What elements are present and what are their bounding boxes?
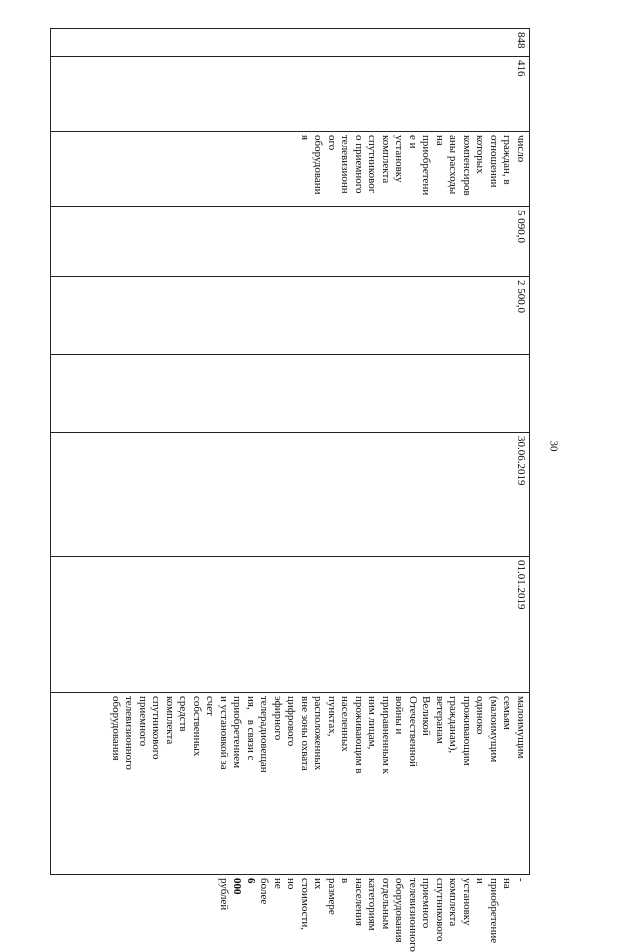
recipients-line: приравненным к <box>380 696 392 774</box>
max-amount: 6 000 <box>231 878 257 895</box>
start-date-cell: 01.01.2019 <box>51 557 530 693</box>
indicator-line: е и <box>407 135 419 149</box>
indicator-line: отношении <box>488 135 500 188</box>
indicator-line: аны расходы <box>447 135 460 195</box>
table-row: 848 416 число граждан, в отношении которых компенсиров аны расходы на приобретени е и установку комплекта спутниковог о приемного телевизионн ого оборудовани я 5 090,0 2 500,0 30.06.2019 01.01.2019 малоимущим семьям (малоимущим одиноко проживающим гражданам), ветеранам Великой Отечественной войны и приравненным к ним лицам, проживающим в населенных пунктах, расположенных вне зоны охвата цифрового эфирного телерадиовещан ия,в связи с приобретением и установкой за счет собственных средств комплекта спутникового приемного телевизионного оборудования - на приобретение и установку комплекта спутникового приемного телевизионного оборудования отдельным категориям населения в размере их стоимости, но не более 6 000 рублей <box>51 29 530 875</box>
recipients-line: гражданам), <box>447 696 460 754</box>
recipients-line: собственных <box>191 696 203 757</box>
indicator-line: комплекта <box>380 135 392 184</box>
indicator-line: установку <box>393 135 406 183</box>
indicator-line: компенсиров <box>461 135 473 196</box>
recipients-cell <box>51 693 530 875</box>
recipients-line: телевизионного <box>123 696 136 770</box>
recipients-line: ним лицам, <box>366 696 379 750</box>
indicator-line: которых <box>474 135 487 174</box>
empty-cell <box>51 355 530 433</box>
end-date-cell: 30.06.2019 <box>51 433 530 557</box>
recipients-line: ветеранам <box>434 696 446 744</box>
recipients-line: семьям <box>501 696 514 730</box>
recipients-line: ия,в связи с <box>245 696 257 761</box>
indicator-line: граждан, в <box>501 135 514 185</box>
recipients-line: Великой <box>420 696 433 736</box>
recipients-line: проживающим в <box>353 696 365 774</box>
recipients-line: цифрового <box>285 696 298 747</box>
page-number: 30 <box>547 440 560 452</box>
recipients-line: малоимущим <box>515 696 527 759</box>
funding-2-cell: 5 090,0 <box>51 207 530 277</box>
recipients-line: эфирного <box>272 696 284 741</box>
value-1-cell: 416 <box>51 57 530 132</box>
indicator-line: число <box>515 135 527 163</box>
recipients-line: телерадиовещан <box>258 696 271 773</box>
recipients-line: средств <box>177 696 190 732</box>
funding-1-cell: 2 500,0 <box>51 277 530 355</box>
recipients-line: проживающим <box>461 696 473 766</box>
indicator-line: спутниковог <box>366 135 379 194</box>
indicator-line: ого <box>326 135 338 151</box>
recipients-line: и установкой за <box>218 696 230 770</box>
recipients-line: одиноко <box>474 696 487 735</box>
indicator-line: я <box>299 135 311 141</box>
recipients-line: пунктах, <box>326 696 338 737</box>
indicator-line: о приемного <box>353 135 365 194</box>
recipients-line: населенных <box>339 696 352 752</box>
recipients-line: войны и <box>393 696 406 735</box>
recipients-line: вне зоны охвата <box>299 696 311 771</box>
recipients-line: Отечественной <box>407 696 419 767</box>
recipients-line: (малоимущим <box>488 696 500 763</box>
indicator-line: оборудовани <box>312 135 325 195</box>
recipients-line: комплекта <box>164 696 176 745</box>
recipients-line: приемного <box>137 696 149 747</box>
indicator-line: на <box>434 135 446 146</box>
indicator-line: приобретени <box>420 135 433 196</box>
rotated-table-wrapper <box>50 28 530 952</box>
recipients-line: оборудования <box>110 696 122 761</box>
value-2-cell: 848 <box>51 29 530 57</box>
indicator-line: телевизионн <box>339 135 352 194</box>
indicator-cell <box>51 132 530 207</box>
recipients-line: расположенных <box>312 696 325 771</box>
recipients-line: спутникового <box>150 696 163 760</box>
measures-table <box>50 28 530 952</box>
recipients-line: приобретением <box>231 696 244 769</box>
recipients-line: счет <box>204 696 217 716</box>
